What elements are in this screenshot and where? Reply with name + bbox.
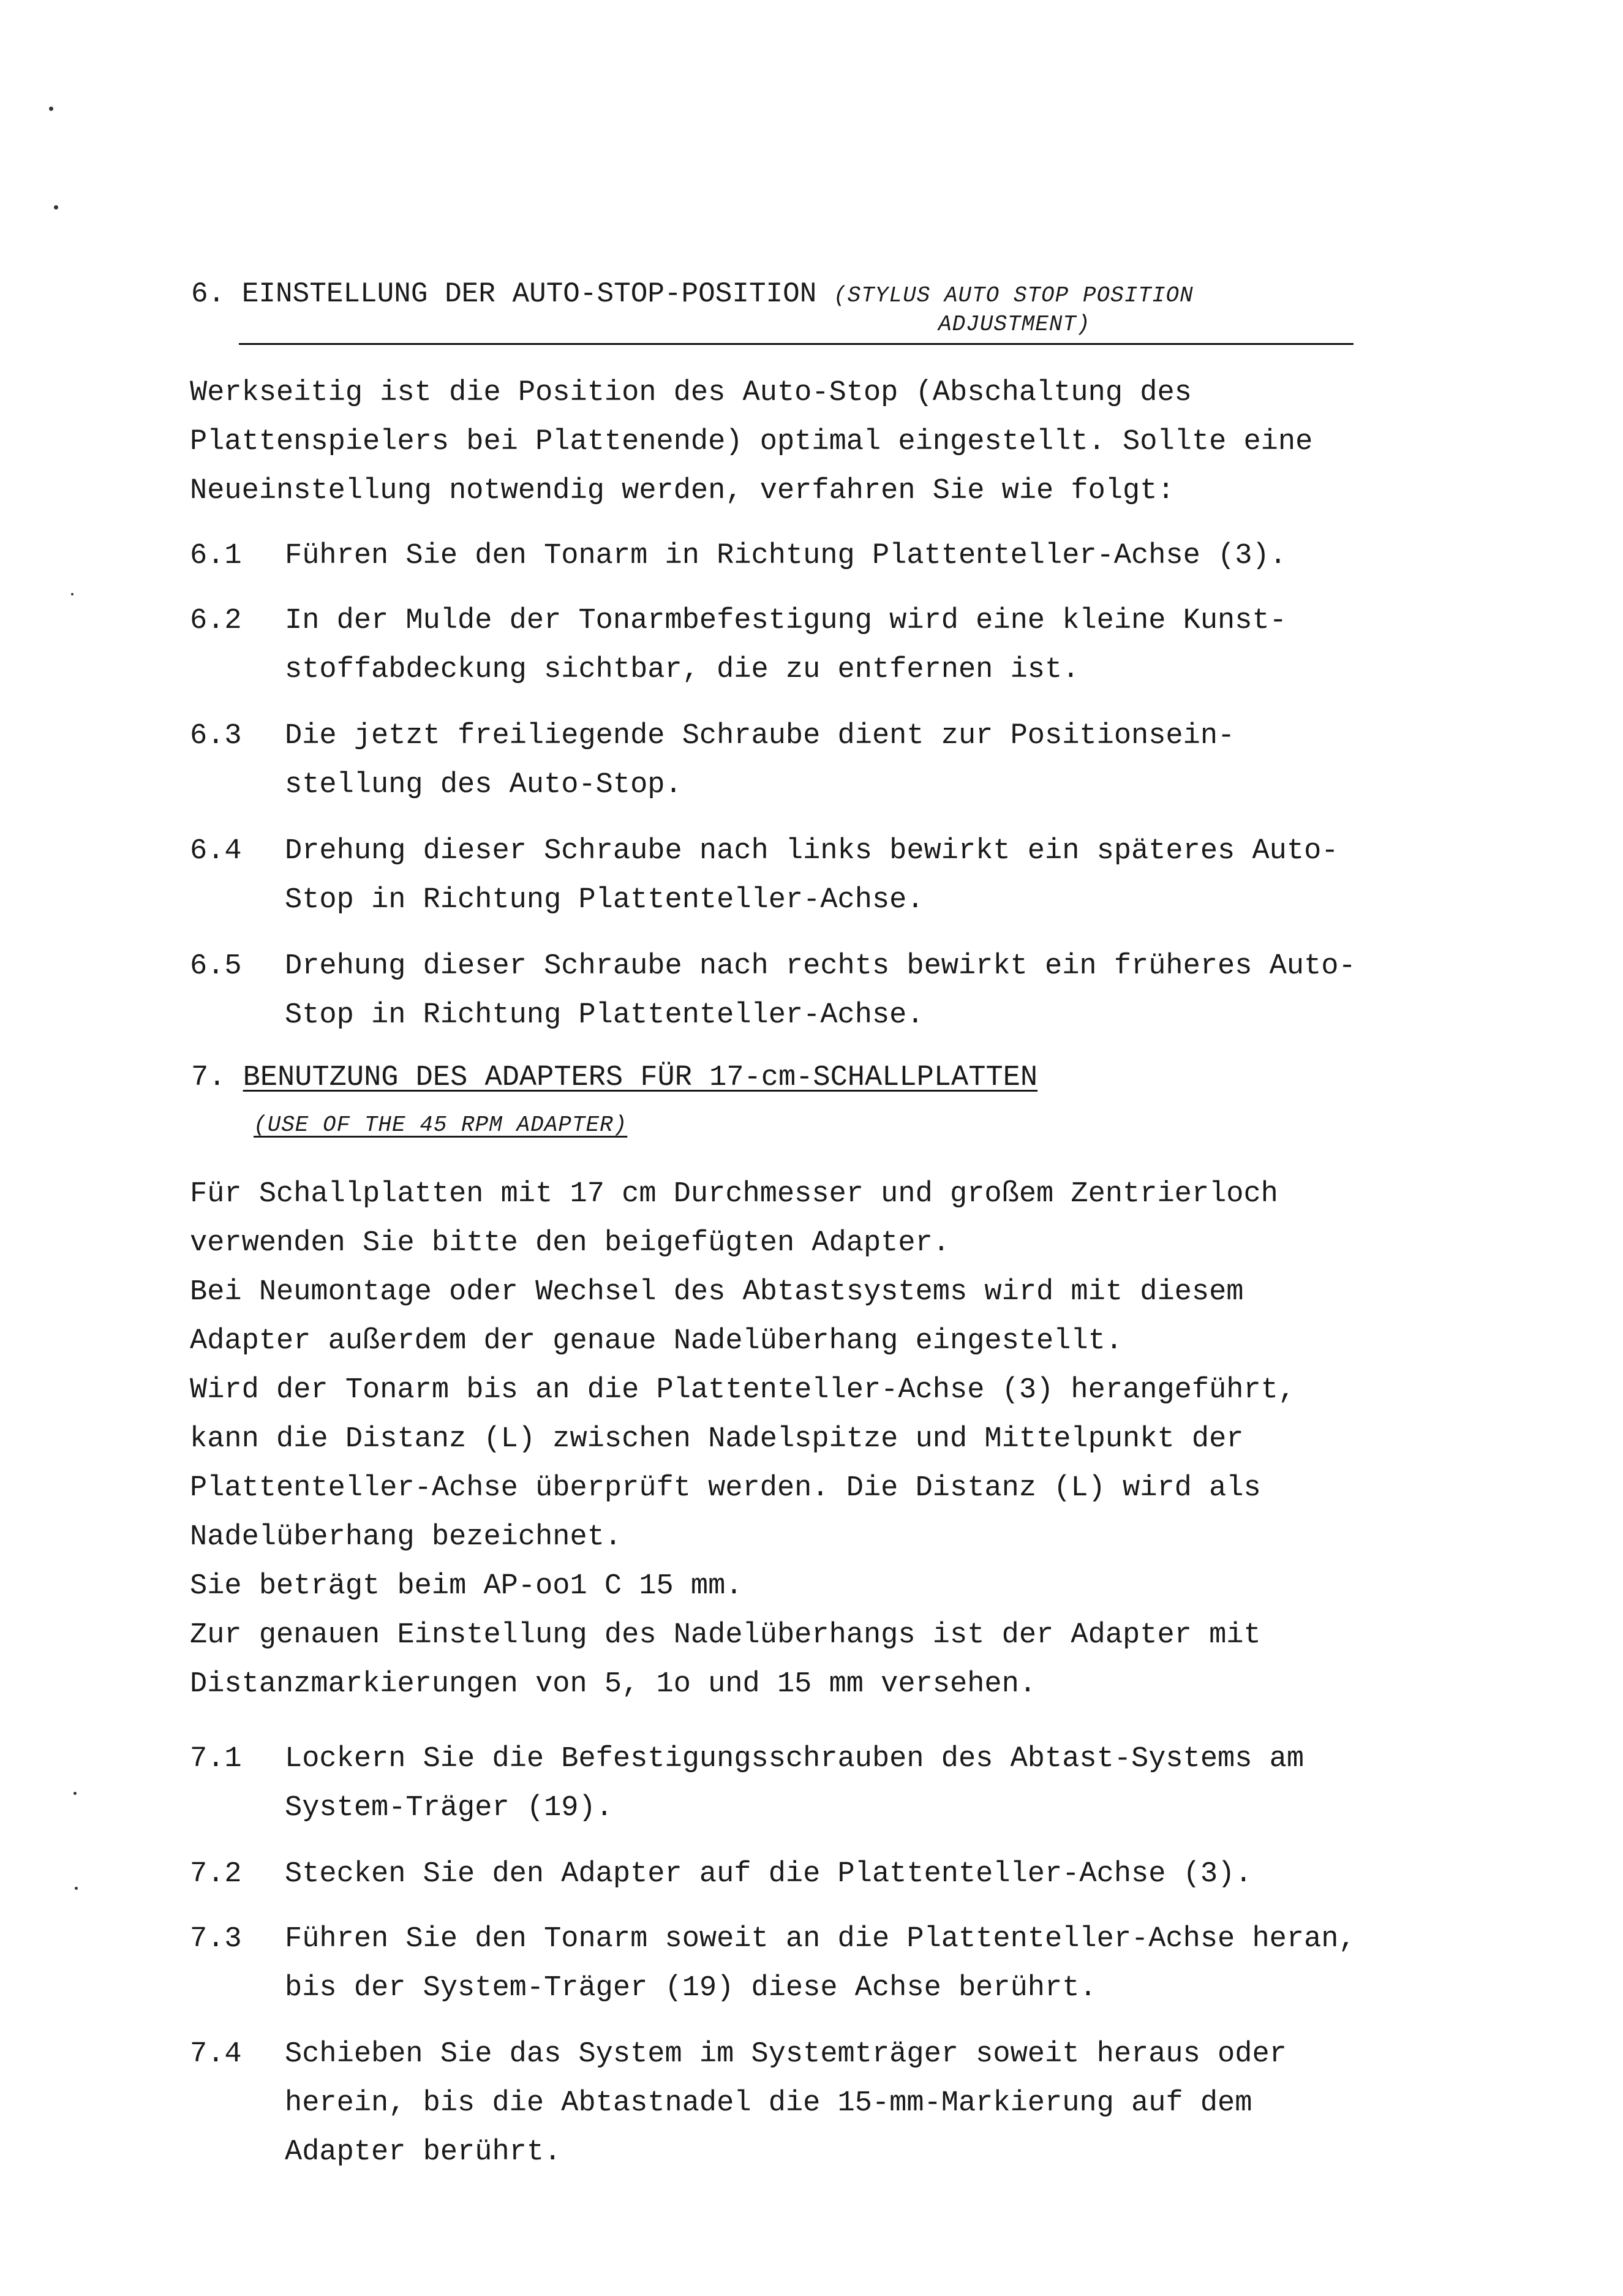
step-number: 7.4 <box>190 2038 242 2071</box>
body-line: Bei Neumontage oder Wechsel des Abtastsystems wird mit diesem <box>190 1276 1244 1308</box>
step-line: herein, bis die Abtastnadel die 15-mm-Markierung auf dem <box>285 2087 1252 2120</box>
scan-speck <box>54 205 58 210</box>
body-line: Plattenteller-Achse überprüft werden. Die Distanz (L) wird als <box>190 1472 1261 1505</box>
body-line: Sie beträgt beim AP-oo1 C 15 mm. <box>190 1570 743 1603</box>
step-line: In der Mulde der Tonarmbefestigung wird eine kleine Kunst- <box>285 605 1287 637</box>
intro-line: Werkseitig ist die Position des Auto-Stop (Abschaltung des <box>190 377 1192 409</box>
step-line: Drehung dieser Schraube nach links bewirkt ein späteres Auto- <box>285 835 1339 867</box>
step-number: 7.3 <box>190 1923 242 1955</box>
step-text <box>285 532 1287 581</box>
step-number: 6.4 <box>190 835 242 867</box>
step-text <box>285 597 1287 695</box>
section-7-heading <box>191 1060 1037 1097</box>
step-number: 6.3 <box>190 720 242 752</box>
section-6-intro <box>190 369 1537 516</box>
body-line: Adapter außerdem der genaue Nadelüberhang eingestellt. <box>190 1325 1123 1358</box>
step-line: stellung des Auto-Stop. <box>285 769 682 801</box>
section-6-title: 6. EINSTELLUNG DER AUTO-STOP-POSITION <box>191 278 817 310</box>
scan-speck <box>75 1887 78 1890</box>
step-line: Drehung dieser Schraube nach rechts bewirkt ein früheres Auto- <box>285 950 1356 983</box>
step-line: Stop in Richtung Plattenteller-Achse. <box>285 884 924 916</box>
body-line: kann die Distanz (L) zwischen Nadelspitze und Mittelpunkt der <box>190 1423 1244 1456</box>
body-line: Distanzmarkierungen von 5, 1o und 15 mm versehen. <box>190 1668 1037 1701</box>
step-number: 6.5 <box>190 950 242 983</box>
step-number: 7.1 <box>190 1743 242 1775</box>
step-number: 6.2 <box>190 605 242 637</box>
section-6-subtitle-line2: ADJUSTMENT) <box>938 312 1091 337</box>
section-7-body <box>190 1170 1537 1709</box>
step-text <box>285 1915 1356 2013</box>
step-text <box>285 2030 1287 2177</box>
step-text <box>285 1850 1252 1899</box>
step-line: Schieben Sie das System im Systemträger soweit heraus oder <box>285 2038 1287 2071</box>
step-text <box>285 712 1235 810</box>
scan-speck <box>73 1792 77 1795</box>
step-line: Die jetzt freiliegende Schraube dient zur Positionsein- <box>285 720 1235 752</box>
intro-line: Plattenspielers bei Plattenende) optimal eingestellt. Sollte eine <box>190 426 1313 458</box>
section-7-number: 7. <box>191 1062 226 1094</box>
step-text <box>285 827 1338 925</box>
body-line: Zur genauen Einstellung des Nadelüberhangs ist der Adapter mit <box>190 1619 1261 1652</box>
section-6-subtitle-line1: (STYLUS AUTO STOP POSITION <box>833 283 1194 308</box>
step-text <box>285 1735 1304 1833</box>
section-7-title: BENUTZUNG DES ADAPTERS FÜR 17-cm-SCHALLPLATTEN <box>243 1062 1038 1094</box>
step-line: stoffabdeckung sichtbar, die zu entfernen ist. <box>285 654 1080 686</box>
step-line: Führen Sie den Tonarm soweit an die Plattenteller-Achse heran, <box>285 1923 1356 1955</box>
step-line: Stecken Sie den Adapter auf die Plattenteller-Achse (3). <box>285 1858 1252 1890</box>
step-line: Adapter berührt. <box>285 2136 562 2169</box>
step-line: bis der System-Träger (19) diese Achse berührt. <box>285 1972 1097 2004</box>
step-line: Stop in Richtung Plattenteller-Achse. <box>285 999 924 1032</box>
section-6-heading-rule <box>239 343 1354 345</box>
step-text <box>285 942 1356 1040</box>
intro-line: Neueinstellung notwendig werden, verfahren Sie wie folgt: <box>190 475 1175 507</box>
body-line: verwenden Sie bitte den beigefügten Adapter. <box>190 1227 951 1259</box>
step-number: 6.1 <box>190 540 242 572</box>
scan-speck <box>49 107 53 111</box>
section-6-heading <box>191 276 1194 314</box>
step-number: 7.2 <box>190 1858 242 1890</box>
section-7-subtitle: (USE OF THE 45 RPM ADAPTER) <box>254 1112 628 1138</box>
body-line: Nadelüberhang bezeichnet. <box>190 1521 622 1554</box>
scan-speck <box>71 593 73 595</box>
step-line: Führen Sie den Tonarm in Richtung Plattenteller-Achse (3). <box>285 540 1287 572</box>
step-line: Lockern Sie die Befestigungsschrauben des Abtast-Systems am <box>285 1743 1305 1775</box>
body-line: Wird der Tonarm bis an die Plattenteller-Achse (3) herangeführt, <box>190 1374 1296 1407</box>
body-line: Für Schallplatten mit 17 cm Durchmesser und großem Zentrierloch <box>190 1178 1278 1210</box>
step-line: System-Träger (19). <box>285 1792 613 1824</box>
